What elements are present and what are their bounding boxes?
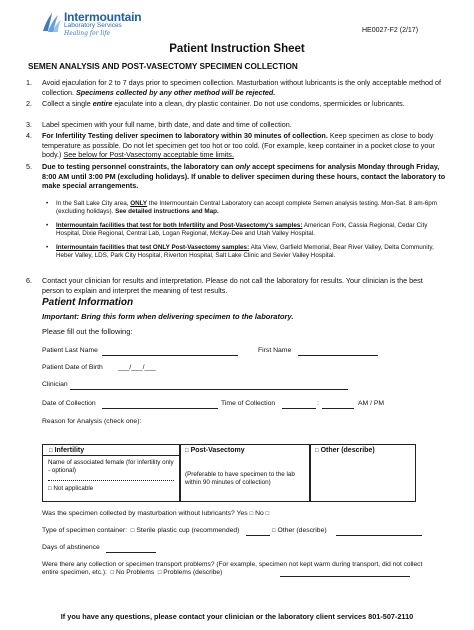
abstinence-label: Days of abstinence <box>42 544 100 551</box>
reason-label: Reason for Analysis (check one): <box>42 418 142 425</box>
logo-name: Intermountain <box>64 10 142 24</box>
no-problems-option[interactable]: □ No Problems <box>110 569 155 577</box>
instruction-4: 4. For Infertility Testing deliver specimen to laboratory within 30 minutes of collection. Keep specimen as close to body temperature as possible. Do not let specimen get too hot or too cold. (For example, keep container in a pocket close to your body.) See below for Post-Vasectomy acceptable time limits. <box>26 131 435 160</box>
container-question: Type of specimen container: □ Sterile plastic cup (recommended) <box>42 527 240 534</box>
infertility-checkbox[interactable]: □ <box>49 448 53 454</box>
not-applicable-label: Not applicable <box>53 485 94 492</box>
instruction-sheet: Intermountain Laboratory Services Healing for life HE0027-F2 (2/17) Patient Instruction Sheet SEMEN ANALYSIS AND POST-VASECTOMY SPECIMEN COLLECTION 1. Avoid ejaculation for 2 to 7 days prior to specimen collection. Masturbation without lubricants is the only acceptable method of collection. Specimens collected by any other method will be rejected. 2. Collect a single entire ejaculate into a clean, dry plastic container. Do not use condoms, spermicides or lubricants. 3. Label specimen with your full name, birth date, and date and time of collection. 4. For Infertility Testing deliver specimen to laboratory within 30 minutes of collection. Keep specimen as close to body temperature as possible. Do not let specimen get too hot or too cold. (For example, keep container in a pocket close to your body.) See below for Post-Vasectomy acceptable time limits. 5. Due to testing personnel constraints, the laboratory can only accept specimens for analysis Monday through Friday, 8:00 AM until 3:00 PM (excluding holidays). If unable to deliver specimen during these hours, contact the laboratory to make special arrangements. • In the Salt Lake City area, ONLY the Intermountain Central Laboratory can accept complete Semen analysis testing. Mon-Sat. 8 am-6pm (excluding holidays). See detailed instructions and Map. • Intermountain facilities that test for both Infertility and Post-Vasectomy's samples: American Fork, Cassia Regional, Cedar City Hospital, Dixie Regional, Central Lab, Logan Regional, McKay-Dee and Utah Valley Hospital. • Intermountain facilities that test ONLY Post-Vasectomy samples: Alta View, Garfield Memorial, Bear River Valley, Delta Community, Heber Valley, LDS, Park City Hospital, Riverton Hospital, Salt Lake Clinic and Sevier Valley Hospital. 6. Contact your clinician for results and interpretation. Please do not call the laboratory for results. Your clinician is the best person to explain and interpret the meaning of test results. Patient Information Important: Bring this form when delivering specimen to the laboratory. Please fill out the following: Patient Last Name First Name Patient Date of Birth ___/___/___ Clinician Date of Collection Time of Collection : AM / PM Reason for Analysis (check one): □ Infertility Name of associated female (for infertility only - optional) □ Not applicable □ Post-Vasectomy (Preferable to have specimen to the lab within 90 minutes of collection) □ Other (describe) Was the specimen collected by masturbation without lubricants? Yes □ No □ Type of specimen container: □ Sterile plastic cup (recommended) □ Other (describe) Days of abstinence Were there any collection or specimen transport problems? (For example, specimen not kept warm during transport, did not collect entire specimen, etc.): □ No Problems □ Problems (describe) If you have any questions, please contact your clinician or the laboratory client services 801-507-2110 <box>0 0 474 630</box>
post-vasectomy-cell: □ Post-Vasectomy (Preferable to have specimen to the lab within 90 minutes of collection) <box>180 444 310 502</box>
clinician-label: Clinician <box>42 381 68 388</box>
logo-subtitle: Laboratory Services <box>64 22 122 29</box>
clinician-field[interactable] <box>70 389 348 390</box>
masturbation-question: Was the specimen collected by masturbation without lubricants? Yes □ No □ <box>42 510 270 517</box>
post-vasectomy-checkbox[interactable]: □ <box>185 448 189 454</box>
date-collection-field[interactable] <box>102 408 218 409</box>
infertility-female-label: Name of associated female (for infertility only - optional) <box>48 459 174 474</box>
other-container-option[interactable]: □ Other (describe) <box>272 527 327 534</box>
last-name-field[interactable] <box>102 355 238 356</box>
patient-info-heading: Patient Information <box>42 297 134 308</box>
time-collection-label: Time of Collection <box>221 400 276 407</box>
bullet-slc-area: • In the Salt Lake City area, ONLY the Intermountain Central Laboratory can accept complete Semen analysis testing. Mon-Sat. 8 am-6pm (excluding holidays). See detailed instructions and Map. <box>46 200 437 216</box>
problems-option[interactable]: □ Problems (describe) <box>157 569 223 577</box>
instruction-2: 2. Collect a single entire ejaculate into a clean, dry plastic container. Do not use condoms, spermicides or lubricants. <box>26 99 405 108</box>
am-pm-label: AM / PM <box>358 400 385 407</box>
infertility-female-field[interactable] <box>48 480 174 481</box>
no-option[interactable]: No □ <box>255 510 270 517</box>
logo-tagline: Healing for life <box>64 30 111 37</box>
instruction-3: 3. Label specimen with your full name, birth date, and date and time of collection. <box>26 120 292 129</box>
instruction-6: 6. Contact your clinician for results and interpretation. Please do not call the laboratory for results. Your clinician is the best person to explain and interpret the meaning of test results. <box>26 276 423 295</box>
problems-question: Were there any collection or specimen transport problems? (For example, specimen not kept warm during transport, did not collect entire specimen, etc.): □ No Problems □ Problems (describe) <box>42 561 423 577</box>
time-hour-field[interactable] <box>282 408 316 409</box>
infertility-cell: □ Infertility <box>42 444 180 502</box>
other-cell: □ Other (describe) <box>310 444 416 502</box>
form-code: HE0027-F2 (2/17) <box>362 27 419 34</box>
intermountain-logo <box>40 8 190 40</box>
date-collection-label: Date of Collection <box>42 400 96 407</box>
dob-field[interactable]: ___/___/___ <box>118 364 156 371</box>
instruction-1: 1. Avoid ejaculation for 2 to 7 days prior to specimen collection. Masturbation without lubricants is the only acceptable method of collection. Specimens collected by any other method will be rejected. <box>26 78 441 97</box>
important-note: Important: Bring this form when delivering specimen to the laboratory. <box>42 312 294 321</box>
mountain-logo-icon <box>40 11 62 35</box>
first-name-field[interactable] <box>298 355 378 356</box>
bullet-post-vasectomy-facilities: • Intermountain facilities that test ONLY Post-Vasectomy samples: Alta View, Garfield Memorial, Bear River Valley, Delta Community, Heber Valley, LDS, Park City Hospital, Riverton Hospital, Salt Lake Clinic and Sevier Valley Hospital. <box>46 244 434 260</box>
fill-out-label: Please fill out the following: <box>42 327 133 336</box>
other-checkbox[interactable]: □ <box>315 448 319 454</box>
last-name-label: Patient Last Name <box>42 347 98 354</box>
footer-contact: If you have any questions, please contact your clinician or the laboratory client services 801-507-2110 <box>60 612 414 621</box>
dob-label: Patient Date of Birth <box>42 364 103 371</box>
first-name-label: First Name <box>258 347 292 354</box>
page-subtitle: SEMEN ANALYSIS AND POST-VASECTOMY SPECIMEN COLLECTION <box>28 62 298 71</box>
problems-field[interactable] <box>280 576 410 577</box>
sterile-cup-option[interactable]: □ Sterile plastic cup (recommended) <box>130 527 240 534</box>
instruction-5: 5. Due to testing personnel constraints, the laboratory can only accept specimens for analysis Monday through Friday, 8:00 AM until 3:00 PM (excluding holidays). If unable to deliver specimen during these hours, contact the laboratory to make special arrangements. <box>26 162 446 191</box>
bullet-both-facilities: • Intermountain facilities that test for both Infertility and Post-Vasectomy's samples: American Fork, Cassia Regional, Cedar City Hospital, Dixie Regional, Central Lab, Logan Regional, McKay-Dee and Utah Valley Hospital. <box>46 222 428 238</box>
other-container-field[interactable] <box>336 535 422 536</box>
yes-option[interactable]: Yes □ <box>236 510 254 517</box>
time-minute-field[interactable] <box>322 408 354 409</box>
page-title: Patient Instruction Sheet <box>169 43 305 55</box>
post-vasectomy-note: (Preferable to have specimen to the lab within 90 minutes of collection) <box>185 471 295 486</box>
not-applicable-checkbox[interactable]: □ <box>48 486 52 492</box>
abstinence-field[interactable] <box>106 552 156 553</box>
